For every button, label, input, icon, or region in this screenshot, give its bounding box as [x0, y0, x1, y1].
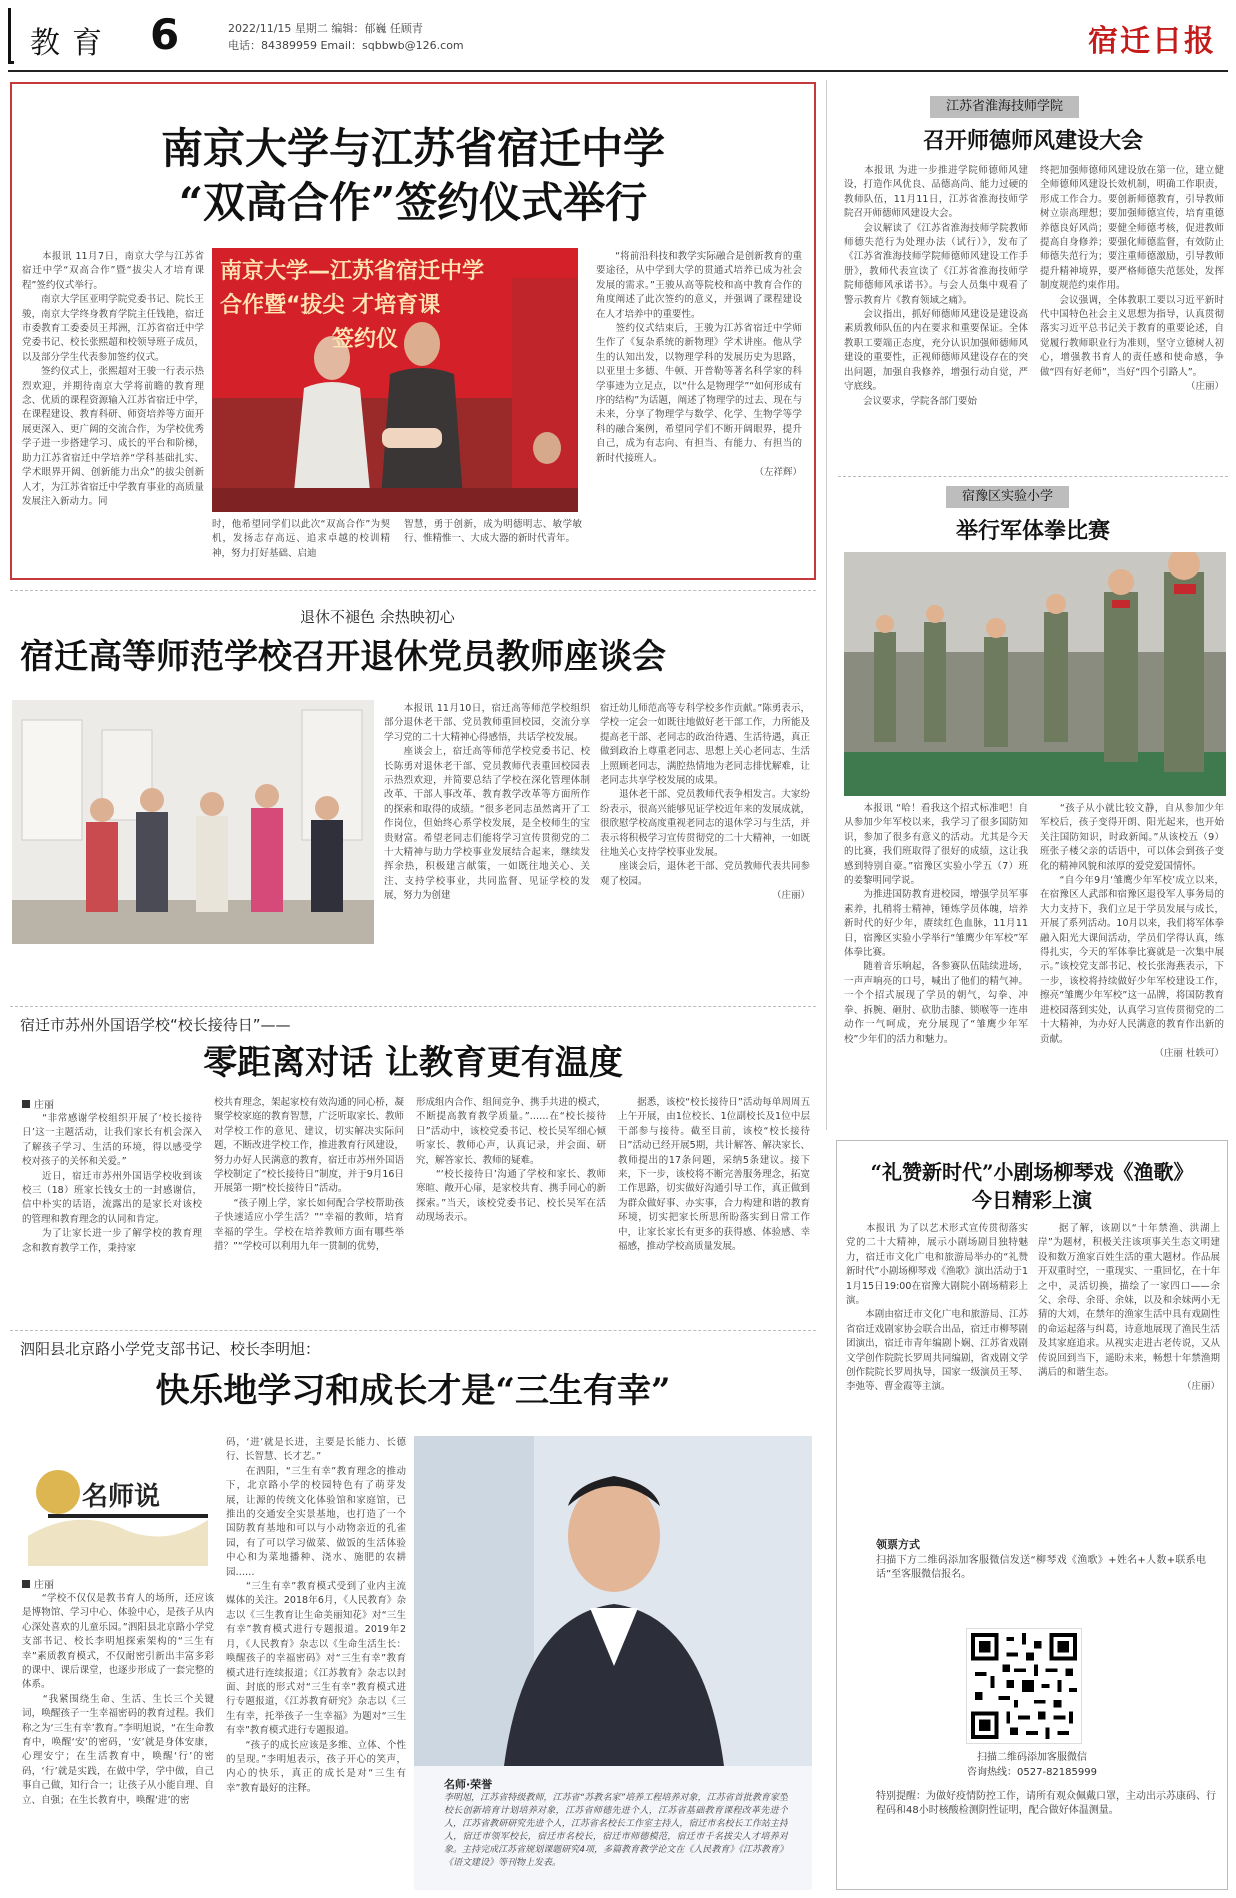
- author-square-icon: [22, 1100, 30, 1108]
- article4-author: 庄丽: [22, 1576, 54, 1591]
- right1-title: 召开师德师风建设大会: [922, 128, 1143, 154]
- article3-kicker: 宿迁市苏州外国语学校“校长接待日”——: [20, 1016, 291, 1034]
- newspaper-logo: 宿迁日报: [1088, 24, 1216, 59]
- article1-col1: 本报讯 11月7日，南京大学与江苏省宿迁中学“双高合作”暨“拔尖人才培育课程”签约仪式举行。 南京大学匡亚明学院党委书记、院长王骏，南京大学终身教育学院主任钱艳，宿迁市委教育工委委员王邦洲，江苏省宿迁中学党委书记、校长张熙超和校领导班子成员，以及部分学生代表参加签约仪式。 签约仪式上，张熙超对王骏一行表示热烈欢迎，并期待南京大学将前瞻的教育理念、优质的课程资源输入江苏省宿迁中学，在课程建设、教育科研、师资培养等方面开展更深入、更广阔的交流合作，为学校优秀学子进一步搭建学习、成长的平台和阶梯，助力江苏省宿迁中学培养“学科基础扎实、学术眼界开阔、创新能力出众”的拔尖创新人才，为江苏省宿迁中学教育事业的高质量发展注入新动力。同: [22, 251, 204, 507]
- article2-top-divider: [10, 590, 816, 591]
- article3-title: 零距离对话 让教育更有温度: [203, 1043, 623, 1083]
- article4-title: 快乐地学习和成长才是“三生有幸”: [155, 1371, 671, 1411]
- column-divider: [826, 80, 827, 1130]
- article3-top-divider: [10, 1006, 816, 1007]
- article3-col1: “非常感谢学校组织开展了‘校长接待日’这一主题活动，让我们家长有机会深入了解孩子学习、生活的环境，得以感受学校对孩子的关怀和关爱。” 近日，宿迁市苏州外国语学校收到该校三（18）班家长钱女士的一封感谢信，信中朴实的话语，流露出的是家长对该校的管理和教育理念的认同和肯定。 为了让家长进一步了解学校的教育理念和教育教学工作，秉持家: [22, 1113, 202, 1254]
- right3-col1: 本报讯 为了以艺术形式宣传贯彻落实党的二十大精神，展示小剧场剧目独特魅力，宿迁市文化广电和旅游局举办的“礼赞新时代”小剧场柳琴戏《渔歌》演出活动于11月15日19:00在宿豫大剧院小剧场精彩上演。 本剧由宿迁市文化广电和旅游局、江苏省宿迁戏剧家协会联合出品，宿迁市柳琴剧团演出，宿迁市青年编剧卜娴、江苏省戏剧文学创作院院长罗周共同编剧，省戏剧文学创作院院长罗周执导，国家一级演员王琴、李弛等、曹金霞等主演。: [846, 1223, 1028, 1393]
- photo-banner-line2: 合作暨“拔尖 才培育课: [220, 293, 441, 318]
- article3-col3: 形成组内合作、组间竞争、携手共进的模式，不断提高教育教学质量。”……在“校长接待日”活动中，该校党委书记、校长吴军细心倾听家长、教师心声，认真记录，并会面、研究，解答家长、教师的疑难。 “‘校长接待日’沟通了学校和家长、教师寒暄、敞开心扉，是家校共育、携手同心的新探索。”当天，该校党委书记、校长吴军在活动现场表示。: [416, 1097, 606, 1224]
- portrait-image: [414, 1436, 812, 1766]
- right3-title-line2: 今日精彩上演: [972, 1188, 1092, 1212]
- right2-byline: （庄丽 杜轶可）: [1154, 1047, 1224, 1059]
- right2-col1: 本报讯 “哈！看我这个招式标准吧！自从参加少年军校以来，我学习了很多国防知识，参加了很多有意义的活动。尤其是今天的比赛，我们班取得了很好的成绩，这让我感到特别自豪。”宿豫区实验小学五（7）班的姜黎明同学说。 为推进国防教育进校园，增强学员军事素养，扎稍将士精神，锤炼学员体魄，培养新时代的好少年，赓续红色血脉，11月11日，宿豫区实验小学举行“雏鹰少年军校”军体拳比赛。 随着音乐响起，各参赛队伍陆续进场，一声声响亮的口号，喊出了他们的精气神。一个个招式展现了学员的朝气，勾拳、冲拳、拆腕、砸肘、砍肋击膝、锁喉等一连串动作一气呵成，充分展现了“雏鹰少年军校”少年们的活力和魅力。: [844, 803, 1028, 1045]
- martial-arts-students-image: [844, 552, 1226, 796]
- article4-col2: 码，‘进’就是长进，主要是长能力、长德行、长智慧、长才艺。” 在泗阳，“三生有幸”教育理念的推动下，北京路小学的校园特色有了萌芽发展，让源的传统文化体验馆和家庭馆，已推出的交通安全实景基地，也打造了一个国防教育基地和可以与小动物亲近的孔雀园，有了可以学习做菜、做饭的生活体验中心和为菜地播种、浇水、施肥的农耕园…… “三生有幸”教育模式受到了业内主流媒体的关注。2018年6月，《人民教育》杂志以《三生教育让生命美丽知花》对“三生有幸”教育模式进行专题报道。2019年2月，《人民教育》杂志以《生命生活生长：唤醒孩子的幸福密码》对“三生有幸”教育模式进行连续报道；《江苏教育》杂志以封面、封底的形式对“三生有幸”教育模式进行专题报道，《江苏教育研究》杂志以《三生有幸，托举孩子一生幸福》为题对“三生有幸”教育模式进行专题报道。 “孩子的成长应该是多维、立体、个性的呈现。”李明旭表示，孩子开心的笑声，内心的快乐，真正的成长是对“三生有幸”教育最好的注释。: [226, 1437, 406, 1794]
- qr-caption: [838, 1750, 1226, 1780]
- photo-banner-line1: 南京大学—江苏省宿迁中学: [220, 259, 485, 284]
- contact-line: 电话：84389959 Email：sqbbwb@126.com: [228, 39, 464, 52]
- article2-photo: [12, 700, 374, 944]
- header-edge-mark: [8, 8, 14, 64]
- article4-kicker: 泗阳县北京路小学党支部书记、校长李明旭：: [20, 1340, 321, 1358]
- right1-divider: [838, 476, 1228, 477]
- article4-col1: “学校不仅仅是教书育人的场所，还应该是博物馆、学习中心、体验中心，是孩子从内心深处喜欢的儿童乐园。”泗阳县北京路小学党支部书记、校长李明旭探索架构的“三生有幸”素质教育模式，不仅耐密引新出丰富多彩的课中、课后课堂，也逐步形成了一套完整的体系。 “我紧围绕生命、生活、生长三个关键词，唤醒孩子一生幸福密码的教育过程。我们称之为‘三生有幸’教育。”李明旭说，“在生命教育中，唤醒‘安’的密码，‘安’就是身体安康，心理安宁；在生活教育中，唤醒‘行’的密码，‘行’就是实践，在做中学，学中做，自己事自己做，知行合一；让孩子从小能自理、自立、自强；在生长教育中，唤醒‘进’的密: [22, 1593, 214, 1806]
- article2-col1: 本报讯 11月10日，宿迁高等师范学校组织部分退休老干部、党员教师重回校园，交流分享学习党的二十大精神心得感悟，共话学校发展。 座谈会上，宿迁高等师范学校党委书记、校长陈勇对退休老干部、党员教师代表重回校园表示热烈欢迎，并简要总结了学校在深化管理体制改革、干部人事改革、教育教学改革等方面所作的探索和取得的成绩。“很多老同志虽然离开了工作岗位，但始终心系学校发展，是全校师生的宝贵财富。希望老同志们能将学习宣传贯彻党的二十大精神与助力学校事业发展结合起来，继续发挥余热，积极建言献策，一如既往地关心、关注、支持学校事业，共同监督、见证学校的发展，努力为创建: [384, 703, 590, 902]
- article3-col4: 据悉，该校“校长接待日”活动每单周周五上午开展，由1位校长、1位副校长及1位中层干部参与接待。截至目前，该校“校长接待日”活动已经开展5期，共计解答、解决家长、教师提出的17条问题，采纳5条建议。接下来，下一步，该校将不断完善服务理念，拓宽工作思路，切实做好沟通引导工作，真正做到为群众做好事、办实事，合力构建和谐的教育环境，切实把家长所思所盼落实到日常工作中，让家长家长有更多的获得感、体验感、幸福感，推动学校高质量发展。: [618, 1097, 810, 1253]
- column-badge-label: 名师说: [82, 1482, 161, 1512]
- author-square-icon: [22, 1580, 30, 1588]
- ticket-text: 扫描下方二维码添加客服微信发送“柳琴戏《渔歌》+姓名+人数+联系电话”至客服微信报名。: [876, 1555, 1206, 1581]
- qr-caption-line2: 咨询热线：0527-82185999: [967, 1767, 1097, 1778]
- retired-teachers-image: [12, 700, 374, 944]
- right1-col2: 终把加强师德师风建设放在第一位，建立健全师德师风建设长效机制，明确工作职责，形成工作合力。要创新师德教育，引导教师树立崇高理想；要加强师德宣传，培育重德养德良好风尚；要健全师德考核，促进教师提高自身修养；要强化师德监督，有效防止师德失范行为；要注重师德激励，引导教师提升精神境界，要严格师德失范惩处，发挥制度规范约束作用。 会议强调，全体教职工要以习近平新时代中国特色社会主义思想为指导，认真贯彻落实习近平总书记关于教育的重要论述，自觉履行教师职业行为准则，坚守立德树人初心，增强教书育人的责任感和使命感，争做“四有好老师”，当好“四个引路人”。 （庄丽）: [1040, 164, 1224, 470]
- right3-title: [838, 1158, 1226, 1214]
- article1-col4: “将前沿科技和教学实际融合是创新教育的重要途径，从中学到大学的贯通式培养已成为社会发展的需求。”王骏从高等院校和高中教育合作的角度阐述了此次签约的意义，并强调了课程建设在人才培养中的重要性。 签约仪式结束后，王骏为江苏省宿迁中学师生作了《复杂系统的新物理》学术讲座。他从学生的认知出发，以物理学科的发展历史为思路，以亚里士多德、牛顿、开普勒等著名科学家的科学事迹为立足点，以“什么是物理学”“如何形成有序的结构”为话题，阐述了物理学的过去、现在与未来，分享了物理学与数学、化学、生物学等学科的融合案例，希望同学们不断开阔眼界，提升自己，成为有志向、有担当、有能力、有担当的新时代接班人。 （左祥辉）: [596, 250, 802, 570]
- epidemic-notice: 特别提醒：为做好疫情防控工作，请所有观众佩戴口罩，主动出示苏康码、行程码和48小时核酸检测阴性证明，配合做好体温测量。: [876, 1791, 1216, 1817]
- header-info: [228, 20, 464, 54]
- right3-byline: （庄丽）: [1181, 1381, 1220, 1393]
- header-rule: [8, 70, 1228, 72]
- ticket-title: 领票方式: [876, 1538, 920, 1551]
- article1-title-line2: “双高合作”签约仪式举行: [178, 178, 648, 227]
- article4-top-divider: [10, 1330, 816, 1331]
- column-badge: [18, 1436, 214, 1566]
- section-name: 教育: [30, 26, 114, 61]
- right3-title-line1: “礼赞新时代”小剧场柳琴戏《渔歌》: [870, 1160, 1194, 1184]
- date-line: 2022/11/15 星期二 编辑：郁巍 任顾青: [228, 22, 423, 35]
- article1-col2: 时，他希望同学们以此次“双高合作”为契机，发扬志存高远、追求卓越的校训精神，努力打好基础、启迪: [212, 519, 390, 559]
- article1-photo: [212, 248, 578, 512]
- photo-banner-line3: 签约仪: [332, 327, 399, 352]
- portrait-panel: [414, 1436, 812, 1890]
- right1-byline: （庄丽）: [1185, 381, 1224, 393]
- article1-byline: （左祥辉）: [754, 467, 802, 479]
- article3-author: 庄丽: [22, 1096, 54, 1111]
- right3-col2: 据了解，该剧以“十年禁渔、洪湖上岸”为题材，积极关注该项事关生态文明建设和数万渔家百姓生活的重大题材。作品展开双重时空，一重现实、一重回忆，在十年之中，灵活切换，描绘了一家四口——余父、余母、余哥、余妹，以及和余妹两小无猜的大刘，在禁年的渔家生活中具有戏剧性的命运起落与纠葛，诗意地展现了渔民生活及其家庭追求。从视实走进古老传说，又从传说回到当下，遥盼未来，畅想十年禁渔期满后的和谐生态。 （庄丽）: [1038, 1222, 1220, 1522]
- article2-col2: 宿迁幼儿师范高等专科学校多作贡献。”陈勇表示，学校一定会一如既往地做好老干部工作，力所能及提高老干部、老同志的政治待遇、生活待遇，真正做到政治上尊重老同志、思想上关心老同志、生活上照顾老同志，满腔热情地为老同志排忧解难，让老同志共享学校发展的成果。 退休老干部、党员教师代表争相发言。大家纷纷表示，很高兴能够见证学校近年来的发展成就，很欣慰学校高度重视老同志的退休学习与生活，并表示将积极学习宣传贯彻党的二十大精神，一如既往地关心支持学校事业发展。 座谈会后，退休老干部、党员教师代表共同参观了校园。 （庄丽）: [600, 702, 810, 1002]
- article1-col3: 智慧，勇于创新，成为明德明志、敏学敏行、惟精惟一、大成大器的新时代青年。: [404, 519, 582, 545]
- portrait-caption: 名师·荣誉: [444, 1778, 493, 1791]
- article2-title: 宿迁高等师范学校召开退休党员教师座谈会: [20, 637, 666, 677]
- right2-title: 举行军体拳比赛: [955, 518, 1110, 544]
- article1-title: [90, 122, 736, 230]
- qr-caption-line1: 扫描二维码添加客服微信: [977, 1752, 1087, 1763]
- article1-title-line1: 南京大学与江苏省宿迁中学: [160, 124, 665, 173]
- article3-col2: 校共育理念，架起家校有效沟通的同心桥，凝聚学校家庭的教育智慧，广泛听取家长、教师对学校工作的意见、建议，切实解决实际问题，不断改进学校工作，推进教育行风建设，努力办好人民满意的教育，宿迁市苏州外国语学校制定了“校长接待日”制度，并于9月16日开展第一期“校长接待日”活动。 “孩子刚上学，家长如何配合学校帮助孩子快速适应小学生活？”“幸福的教师，培育幸福的学生。学校在培养教师方面有哪些举措？”“学校可以利用九年一贯制的优势，: [214, 1097, 404, 1253]
- article2-kicker: 退休不褪色 余热映初心: [300, 608, 455, 626]
- qr-code[interactable]: [966, 1628, 1082, 1744]
- right1-tag: 江苏省淮海技师学院: [930, 96, 1079, 118]
- right1-col1: 本报讯 为进一步推进学院师德师风建设，打造作风优良、品德高尚、能力过硬的教师队伍，11月11日，江苏省淮海技师学院召开师德师风建设大会。 会议解读了《江苏省淮海技师学院教师师德失范行为处理办法（试行）》，发布了《江苏省淮海技师学院师德师风建设工作手册》，教师代表宣读了《江苏省淮海技师学院师德师风承诺书》。与会人员集中观看了警示教育片《教育领域之痛》。 会议指出，抓好师德师风建设是建设高素质教师队伍的内在要求和重要保证。全体教职工要端正态度，充分认识加强师德师风建设的重要性，正视师德师风建设存在的突出问题，加强自我修养，增强行动自觉，严守底线。 会议要求，学院各部门要始: [844, 165, 1028, 407]
- right2-col2: “孩子从小就比较文静，自从参加少年军校后，孩子变得开朗、阳光起来，也开始关注国防知识，时政新闻。”从该校五（9）班张子楼父亲的话语中，可以体会到孩子变化的精神风貌和浓厚的爱党爱国情怀。 “自今年9月‘雏鹰少年军校’成立以来，在宿豫区人武部和宿豫区退役军人事务局的大力支持下，我们立足于学员发展与成长，开展了系列活动。10月以来，我们将军体拳融入阳光大课间活动，学员们学得认真，练得扎实，今天的军体拳比赛就是一次集中展示。”该校党支部书记、校长张海燕表示，下一步，该校将持续做好少年军校建设工作，擦亮“雏鹰少年军校”这一品牌，将国防教育进校园落到实处，认真学习宣传贯彻党的二十大精神，为办好人民满意的教育作出新的贡献。 （庄丽 杜轶可）: [1040, 802, 1224, 1128]
- page-number: 6: [150, 10, 180, 59]
- right2-photo: [844, 552, 1226, 796]
- right2-tag: 宿豫区实验小学: [946, 486, 1069, 508]
- article2-byline: （庄丽）: [771, 890, 810, 902]
- qr-code-icon: [967, 1629, 1081, 1743]
- portrait-text: 李明旭，江苏省特级教师，江苏省“苏教名家”培养工程培养对象，江苏省首批教育家型校长创新培育计划培养对象，江苏省师德先进个人，江苏省基础教育课程改革先进个人，江苏省教研研究先进个人，江苏省名校长工作室主持人，宿迁市名校长工作站主持人，宿迁市领军校长，宿迁市名校长，宿迁市师德模范，宿迁市千名拔尖人才培养对象。主持完成江苏省规划课题研究4项，多篇教育教学论文在《人民教育》《江苏教育》《语文建设》等刊物上发表。: [444, 1793, 788, 1868]
